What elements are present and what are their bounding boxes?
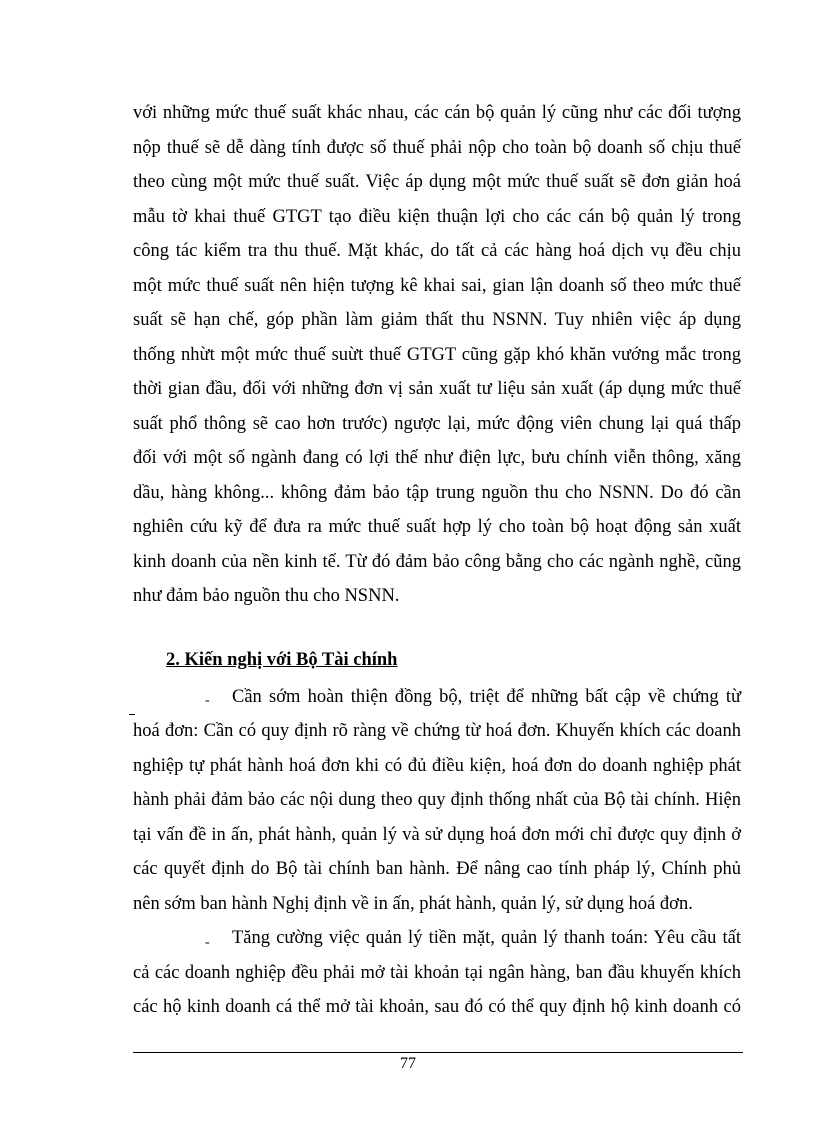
text-line: các hộ kinh doanh cá thể mở tài khoản, sau đó có thể quy định hộ kinh doanh có: [133, 997, 741, 1017]
bullet-dash: -: [205, 693, 210, 708]
text-line: như đảm bảo nguồn thu cho NSNN.: [133, 586, 400, 606]
text-line: Tăng cường việc quản lý tiền mặt, quản lý thanh toán: Yêu cầu tất: [232, 928, 741, 948]
footer-rule: [133, 1052, 743, 1053]
text-line: nộp thuế sẽ dễ dàng tính được số thuế phải nộp cho toàn bộ doanh số chịu thuế: [133, 138, 741, 158]
text-line: thời gian đầu, đối với những đơn vị sản xuất tư liệu sản xuất (áp dụng mức thuế: [133, 379, 741, 399]
text-line: một mức thuế suất nên hiện tượng kê khai sai, gian lận doanh số theo mức thuế: [133, 276, 741, 296]
margin-mark: [129, 714, 135, 715]
text-line: hành phải đảm bảo các nội dung theo quy định thống nhất của Bộ tài chính. Hiện: [133, 790, 741, 810]
text-line: mẫu tờ khai thuế GTGT tạo điều kiện thuận lợi cho các cán bộ quản lý trong: [133, 207, 741, 227]
text-line: cả các doanh nghiệp đều phải mở tài khoản tại ngân hàng, ban đầu khuyến khích: [133, 963, 741, 983]
page-number: 77: [400, 1055, 416, 1072]
text-line: với những mức thuế suất khác nhau, các cán bộ quản lý cũng như các đối tượng: [133, 103, 741, 123]
text-line: kinh doanh của nền kinh tế. Từ đó đảm bảo công bằng cho các ngành nghề, cũng: [133, 552, 741, 572]
text-line: nghiên cứu kỹ để đưa ra mức thuế suất hợp lý cho toàn bộ hoạt động sản xuất: [133, 517, 741, 537]
text-line: đối với một số ngành đang có lợi thế như điện lực, bưu chính viễn thông, xăng: [133, 448, 741, 468]
section-heading: 2. Kiến nghị với Bộ Tài chính: [166, 650, 398, 670]
text-line: Cần sớm hoàn thiện đồng bộ, triệt để những bất cập về chứng từ: [232, 687, 741, 707]
text-line: nghiệp tự phát hành hoá đơn khi có đủ điều kiện, hoá đơn do doanh nghiệp phát: [133, 756, 741, 776]
text-line: theo cùng một mức thuế suất. Việc áp dụng một mức thuế suất sẽ đơn giản hoá: [133, 172, 741, 192]
text-line: suất phổ thông sẽ cao hơn trước) ngược lại, mức động viên chung lại quá thấp: [133, 414, 741, 434]
text-line: dầu, hàng không... không đảm bảo tập trung nguồn thu cho NSNN. Do đó cần: [133, 483, 741, 503]
text-line: tại vấn đề in ấn, phát hành, quản lý và sử dụng hoá đơn mới chỉ được quy định ở: [133, 825, 741, 845]
text-line: các quyết định do Bộ tài chính ban hành. Để nâng cao tính pháp lý, Chính phủ: [133, 859, 741, 879]
text-line: thống nhừt một mức thuế suừt thuế GTGT cũng gặp khó khăn vướng mắc trong: [133, 345, 741, 365]
text-line: hoá đơn: Cần có quy định rõ ràng về chứng từ hoá đơn. Khuyến khích các doanh: [133, 721, 741, 741]
text-line: công tác kiểm tra thu thuế. Mặt khác, do tất cả các hàng hoá dịch vụ đều chịu: [133, 241, 741, 261]
bullet-dash: -: [205, 935, 210, 950]
text-line: suất sẽ hạn chế, góp phần làm giảm thất thu NSNN. Tuy nhiên việc áp dụng: [133, 310, 741, 330]
text-line: nên sớm ban hành Nghị định về in ấn, phát hành, quản lý, sử dụng hoá đơn.: [133, 894, 693, 914]
